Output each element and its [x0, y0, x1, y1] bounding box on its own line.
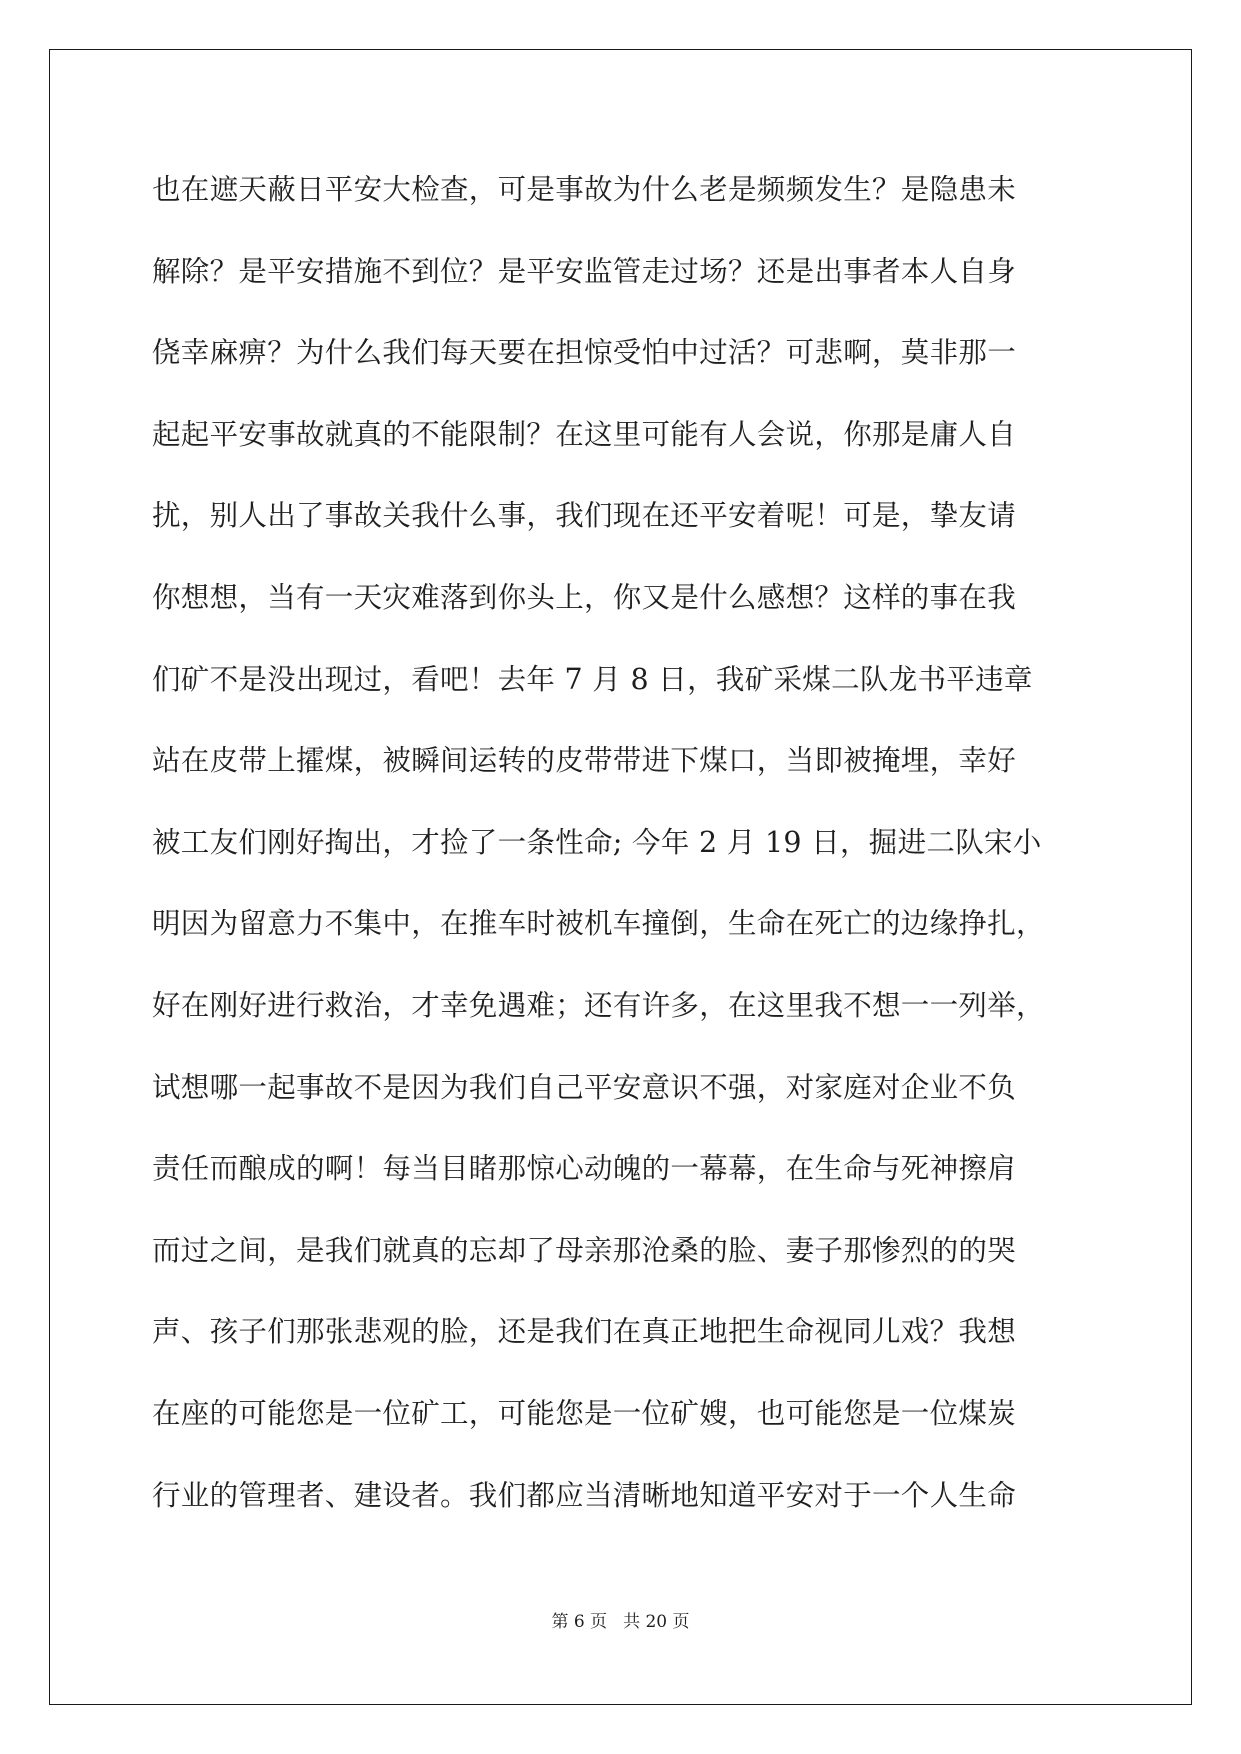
text-line: 声、孩子们那张悲观的脸，还是我们在真正地把生命视同儿戏？我想 [152, 1315, 1017, 1349]
text-line: 行业的管理者、建设者。我们都应当清晰地知道平安对于一个人生命 [152, 1478, 1017, 1512]
text-line: 也在遮天蔽日平安大检查，可是事故为什么老是频频发生？是隐患未 [152, 173, 1017, 206]
text-line: 你想想，当有一天灾难落到你头上，你又是什么感想？这样的事在我 [152, 580, 1017, 614]
text-line: 扰，别人出了事故关我什么事，我们现在还平安着呢！可是，挚友请 [152, 499, 1017, 533]
page-number: 第 6 页 [551, 1612, 608, 1632]
text-line: 侥幸麻痹？为什么我们每天要在担惊受怕中过活？可悲啊，莫非那一 [152, 336, 1017, 370]
text-line: 在座的可能您是一位矿工，可能您是一位矿嫂，也可能您是一位煤炭 [152, 1396, 1017, 1430]
text-line: 试想哪一起事故不是因为我们自己平安意识不强，对家庭对企业不负 [152, 1070, 1017, 1104]
text-line: 解除？是平安措施不到位？是平安监管走过场？还是出事者本人自身 [152, 254, 1017, 288]
text-line: 们矿不是没出现过，看吧！去年 7 月 8 日，我矿采煤二队龙书平违章 [152, 662, 1033, 696]
text-line: 好在刚好进行救治，才幸免遇难；还有许多，在这里我不想一一列举， [152, 988, 1045, 1022]
body-text [152, 158, 1092, 1545]
text-line: 起起平安事故就真的不能限制？在这里可能有人会说，你那是庸人自 [152, 417, 1017, 451]
page-footer [0, 1610, 1241, 1634]
text-line: 而过之间，是我们就真的忘却了母亲那沧桑的脸、妻子那惨烈的的哭 [152, 1233, 1017, 1267]
text-line: 被工友们刚好掏出，才捡了一条性命; 今年 2 月 19 日，掘进二队宋小 [152, 825, 1042, 859]
text-line: 责任而酿成的啊！每当目睹那惊心动魄的一幕幕，在生命与死神擦肩 [152, 1152, 1017, 1186]
text-line: 明因为留意力不集中，在推车时被机车撞倒，生命在死亡的边缘挣扎， [152, 907, 1045, 941]
text-line: 站在皮带上攉煤，被瞬间运转的皮带带进下煤口，当即被掩埋，幸好 [152, 744, 1017, 778]
page-total: 共 20 页 [623, 1612, 690, 1632]
